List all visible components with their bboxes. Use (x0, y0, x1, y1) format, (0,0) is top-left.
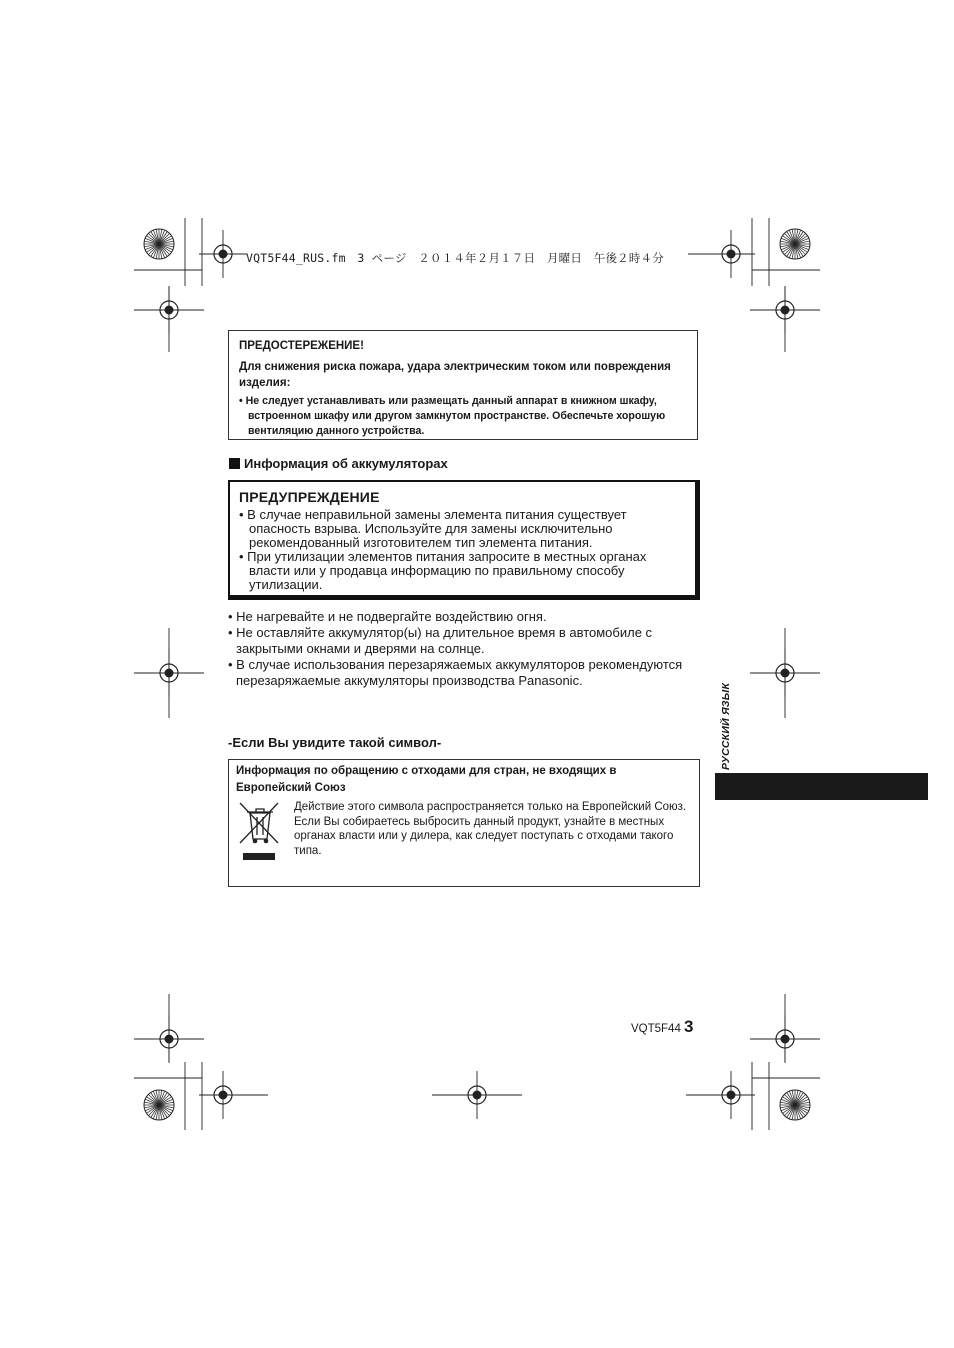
disposal-box (228, 759, 700, 887)
disposal-text (294, 800, 699, 858)
battery-heading-text: Информация об аккумуляторах (244, 456, 448, 471)
battery-bullets (228, 609, 698, 689)
caution-lead: Для снижения риска пожара, удара электрическим током или повреждения изделия: (239, 361, 671, 389)
reg-mark (707, 230, 755, 278)
battery-section-heading (229, 456, 448, 471)
warning-bullet: • В случае неправильной замены элемента питания существует опасность взрыва. Используйте для замены исключительно рекомендованный изготовителем тип элемента питания. (239, 507, 627, 550)
caution-box (228, 330, 698, 440)
battery-bullet: • В случае использования перезаряжаемых аккумуляторов рекомендуются перезаряжаемые аккумуляторы производства Panasonic. (228, 656, 683, 688)
language-side-label: РУССКИЙ ЯЗЫК (720, 682, 732, 770)
language-tab-bar (715, 773, 928, 800)
disposal-text-1: Действие этого символа распространяется только на Европейский Союз. (294, 801, 687, 813)
black-square-icon (229, 458, 240, 469)
warning-bullet: • При утилизации элементов питания запросите в местных органах власти или у продавца информацию по правильному способу утилизации. (239, 549, 647, 592)
star-target-top-left (144, 229, 174, 259)
star-target-bottom-right (780, 1090, 810, 1120)
crossed-bin-icon (238, 801, 282, 863)
page-number: 3 (684, 1017, 694, 1036)
page-code: VQT5F44 (631, 1023, 681, 1035)
warning-box (228, 480, 700, 600)
star-target-bottom-left (144, 1090, 174, 1120)
disposal-title: Информация по обращению с отходами для стран, не входящих в Европейский Союз (236, 765, 617, 794)
reg-mark (199, 230, 247, 278)
star-target-top-right (780, 229, 810, 259)
caution-title: ПРЕДОСТЕРЕЖЕНИЕ! (239, 340, 364, 352)
battery-bullet: • Не нагревайте и не подвергайте воздействию огня. (228, 609, 547, 624)
symbol-heading: -Если Вы увидите такой символ- (228, 735, 442, 750)
file-header-line: VQT5F44_RUS.fm 3 ページ ２０１４年２月１７日 月曜日 午後２時４分 (246, 251, 664, 265)
caution-bullet: • Не следует устанавливать или размещать данный аппарат в книжном шкафу, встроенном шкафу или другом замкнутом пространстве. Обеспечьте хорошую вентиляцию данного устройства. (239, 395, 666, 437)
warning-title: ПРЕДУПРЕЖДЕНИЕ (239, 489, 380, 505)
battery-bullet: • Не оставляйте аккумулятор(ы) на длительное время в автомобиле с закрытыми окнами и дверями на солнце. (228, 624, 653, 656)
disposal-text-2: Если Вы собираетесь выбросить данный продукт, узнайте в местных органах власти или у дилера, как следует поступать с отходами такого типа. (294, 815, 674, 857)
